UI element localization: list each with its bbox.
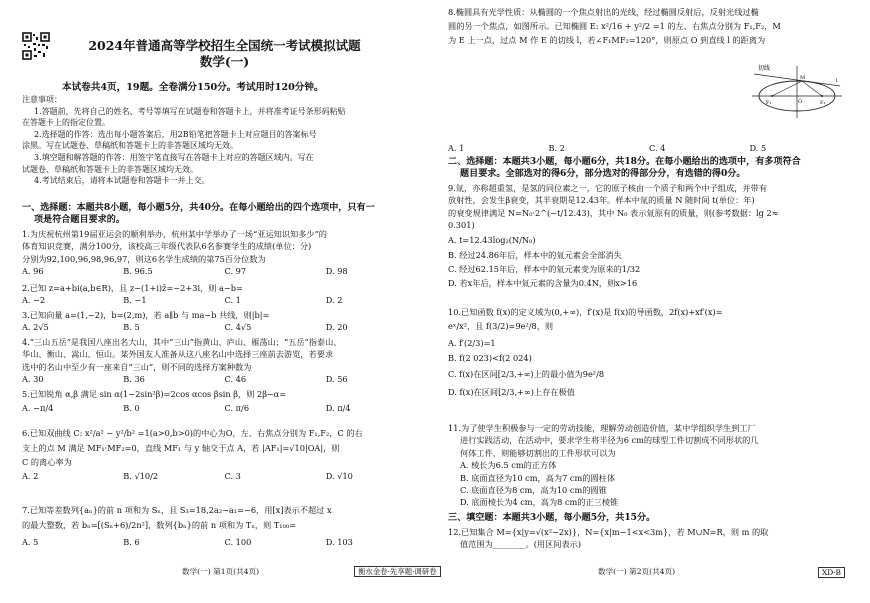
option: B. 6 <box>123 537 140 547</box>
note-line: 在答题卡上的指定位置。 <box>22 118 110 128</box>
question-text: 11.为了使学生积极参与一定的劳动技能，理解劳动创造价值，某中学组织学生到工厂 <box>448 423 756 433</box>
question-text: 9.氚，亦称超重氢，是氢的同位素之一，它的原子核由一个质子和两个中子组成，并带有 <box>448 183 767 193</box>
options <box>22 400 427 416</box>
question-text: 放射性，会发生β衰变，其半衰期是12.43年。样本中氚的质量 N 随时间 t(单位：年) <box>448 195 755 206</box>
question-text: 12.已知集合 M={x|y=√(x²−2x)}，N={x|m−1<x<3m}，若 M∪N=R，则 m 的取 <box>448 527 769 537</box>
option: C. 经过62.15年后，样本中的氚元素变为原来的1/32 <box>448 264 641 275</box>
question-1 <box>22 228 427 278</box>
section-heading: 三、填空题：本题共3小题，每小题5分，共15分。 <box>448 512 656 523</box>
option: C. 100 <box>224 537 252 547</box>
diagram-label: 切线 <box>758 65 771 72</box>
option: B. 5 <box>123 322 140 333</box>
notes-section <box>22 94 427 187</box>
options <box>22 533 427 551</box>
question-text: 圆的另一个焦点，如图所示。已知椭圆 E: x²/16 + y²/2 =1 的左、右焦点分别为 F₁,F₂，M <box>448 21 781 32</box>
question-text: 3.已知向量 a=(1,−2)，b=(2,m)，若 a∥b 与 ma−b 共线，则|b|= <box>22 310 270 320</box>
footer-code <box>818 568 845 577</box>
question-9 <box>448 182 850 289</box>
option: D. 5 <box>749 143 767 153</box>
footer-brand-box: 衡水金卷·先享题·调研卷 <box>354 566 441 577</box>
option: A. −π/4 <box>22 403 54 414</box>
option: B. 96.5 <box>123 266 153 277</box>
svg-text:M: M <box>800 75 806 81</box>
option: A. 1 <box>448 143 465 153</box>
page-footer: 数学(一) 第1页(共4页) <box>182 567 260 576</box>
option: B. √10/2 <box>123 471 159 482</box>
question-text: 为 E 上一点，过点 M 作 E 的切线 l，若∠F₁MF₂=120°，则原点 O 到直线 l 的距离为 <box>448 35 766 46</box>
options <box>22 321 427 333</box>
ellipse-diagram <box>748 60 846 122</box>
note-line: 涂黑。写在试题卷、草稿纸和答题卡上的非答题区域均无效。 <box>22 141 238 151</box>
question-5 <box>22 388 427 416</box>
option: A. 2√5 <box>22 322 49 333</box>
option: C. 3 <box>224 471 241 482</box>
note-line: 1.答题前，先将自己的姓名、考号等填写在试题卷和答题卡上，并将准考证号条形码粘贴 <box>34 106 346 116</box>
question-3 <box>22 309 427 334</box>
question-text: 4.“三山五岳”是我国八座出名大山，其中“三山”指黄山、庐山、雁荡山；“五岳”指泰山、 <box>22 337 342 347</box>
question-text: 2.已知 z=a+bi(a,b∈R)，且 z−(1+i)z̄=−2+3i，则 a−b= <box>22 283 243 293</box>
svg-text:F₁: F₁ <box>766 100 772 106</box>
option: A. f′(2/3)=1 <box>448 338 496 349</box>
question-text: 5.已知锐角 α,β 满足 sin α(1−2sin²β)=2cos αcos βsin β，则 2β−α= <box>22 389 287 399</box>
exam-info: 本试卷共4页，19题。全卷满分150分。考试用时120分钟。 <box>62 82 324 93</box>
options <box>22 468 427 484</box>
question-text: 8.椭圆具有光学性质：从椭圆的一个焦点射出的光线，经过椭圆反射后，反射光线过椭 <box>448 7 759 17</box>
option: B. f(2 023)<f(2 024) <box>448 353 532 364</box>
note-line: 2.选择题的作答：选出每小题答案后，用2B铅笔把答题卡上对应题目的答案标号 <box>34 129 317 139</box>
question-text: 华山、衡山、嵩山、恒山。某外国友人准备从这八座名山中选择三座前去游览，若要求 <box>22 349 334 360</box>
question-text: 0.301) <box>448 220 475 231</box>
question-text: 体育知识竞赛，满分100分，该校高三年级代表队6名参赛学生的成绩(单位：分) <box>22 241 312 252</box>
option: C. 4√5 <box>224 322 252 333</box>
question-7 <box>22 503 427 551</box>
section-heading: 项是符合题目要求的。 <box>34 214 125 225</box>
option: D. 2 <box>325 295 343 306</box>
option: A. 5 <box>22 537 39 547</box>
option: B. 经过24.86年后，样本中的氚元素会全部消失 <box>448 249 622 260</box>
option: D. f(x)在区间[2/3,+∞)上存在极值 <box>448 386 575 397</box>
option: B. 2 <box>548 143 565 153</box>
option: A. −2 <box>22 295 46 306</box>
question-text: 选中的名山中至少有一座来自“三山”，则不同的选择方案种数为 <box>22 361 252 372</box>
question-text: 的衰变规律满足 N=N₀·2^(−t/12.43)，其中 N₀ 表示氚原有的质量，则(参考数据：lg 2≈ <box>448 207 779 218</box>
question-6 <box>22 426 427 484</box>
option: D. 20 <box>325 322 348 333</box>
option: C. π/6 <box>224 403 250 414</box>
options <box>22 373 427 385</box>
option: A. 棱长为6.5 cm的正方体 <box>460 460 557 471</box>
option: D. √10 <box>325 471 353 482</box>
page-right <box>448 6 850 581</box>
question-text: C 的离心率为 <box>22 457 72 467</box>
exam-title: 2024年普通高等学校招生全国统一考试模拟试题 <box>88 38 361 53</box>
exam-subtitle: 数学(一) <box>199 54 250 69</box>
options <box>22 294 427 306</box>
option: C. 97 <box>224 266 247 277</box>
page-footer: 数学(一) 第2页(共4页) <box>598 567 676 576</box>
option: D. π/4 <box>325 403 351 414</box>
note-line: 试题卷、草稿纸和答题卡上的非答题区域均无效。 <box>22 164 198 174</box>
question-text: eˣ/x²，且 f(3/2)=9e²/8，则 <box>448 321 554 332</box>
question-text: 支上的点 M 满足 MF₁·MF₂=0，直线 MF₁ 与 y 轴交于点 A，若 |AF₁|=√10|OA|，则 <box>22 443 340 453</box>
section-heading: 二、选择题：本题共3小题，每小题6分，共18分。在每小题给出的选项中，有多项符合 <box>448 156 801 167</box>
question-10 <box>448 306 850 401</box>
option: A. 30 <box>22 374 44 385</box>
option: B. 0 <box>123 403 140 414</box>
option: C. 底面直径为8 cm，高为10 cm的圆锥 <box>460 485 607 496</box>
question-text: 分别为92,100,96,98,96,97，则这6名学生成绩的第75百分位数为 <box>22 253 266 264</box>
options <box>448 142 850 154</box>
option: D. 98 <box>325 266 348 277</box>
option: B. −1 <box>123 295 147 306</box>
option: B. 36 <box>123 374 145 385</box>
option: D. 56 <box>325 374 348 385</box>
section-heading: 一、选择题：本题共8小题，每小题5分，共40分。在每小题给出的四个选项中，只有一 <box>22 202 375 213</box>
question-text: 何体工件，则能够切割出的工件形状可以为 <box>460 447 616 458</box>
section-1 <box>22 202 427 226</box>
options <box>22 265 427 277</box>
question-8 <box>448 6 850 47</box>
question-4 <box>22 336 427 386</box>
notes-title: 注意事项： <box>22 95 62 104</box>
option: D. 底面棱长为4 cm，高为8 cm的正三棱锥 <box>460 497 619 508</box>
option: C. f(x)在区间[2/3,+∞)上的最小值为9e²/8 <box>448 368 605 379</box>
footer-brand <box>354 566 441 577</box>
question-8-options <box>448 142 850 154</box>
option: A. 2 <box>22 471 39 482</box>
question-text: 10.已知函数 f(x)的定义域为(0,+∞)，f′(x)是 f(x)的导函数，2f(x)+xf′(x)= <box>448 307 723 317</box>
question-11 <box>448 422 850 509</box>
page-left <box>22 6 437 581</box>
option: D. 若x年后，样本中氚元素的含量为0.4N，则x>16 <box>448 278 638 289</box>
note-line: 4.考试结束后，请将本试题卷和答题卡一并上交。 <box>34 176 210 186</box>
note-line: 3.填空题和解答题的作答：用签字笔直接写在答题卡上对应的答题区域内。写在 <box>34 152 314 162</box>
option: A. t=12.43log₂(N/N₀) <box>448 234 536 245</box>
svg-text:l: l <box>836 78 838 84</box>
footer-code-box: XD·B <box>818 567 845 578</box>
option: D. 103 <box>325 537 353 547</box>
option: C. 1 <box>224 295 241 306</box>
option: B. 底面直径为10 cm，高为7 cm的圆柱体 <box>460 472 616 483</box>
option: A. 96 <box>22 266 44 277</box>
question-2 <box>22 282 427 307</box>
question-12 <box>448 526 850 551</box>
svg-text:F₂: F₂ <box>820 100 826 106</box>
question-text: 6.已知双曲线 C: x²/a² − y²/b² =1(a>0,b>0)的中心为O，左、右焦点分别为 F₁,F₂，C 的右 <box>22 428 363 438</box>
option: C. 46 <box>224 374 247 385</box>
question-text: 1.为庆祝杭州第19届亚运会的顺利举办，杭州某中学举办了一场“亚运知识知多少”的 <box>22 229 327 239</box>
section-3 <box>448 512 850 524</box>
option: C. 4 <box>649 143 666 153</box>
svg-text:O: O <box>798 99 803 105</box>
section-heading: 题目要求。全部选对的得6分，部分选对的得部分分，有选错的得0分。 <box>460 168 746 179</box>
question-text: 7.已知等差数列{aₙ}的前 n 项和为 Sₙ，且 S₃=18,2a₂−a₁=−6，用[x]表示不超过 x <box>22 505 332 515</box>
question-text: 的最大整数，若 bₙ=[(Sₙ+6)/2n²]，数列{bₙ}的前 n 项和为 Tₙ，则 T₁₀₀= <box>22 520 297 530</box>
section-2 <box>448 156 850 180</box>
question-text: 进行实践活动，在活动中，要求学生将半径为6 cm的球型工件切割成不同形状的几 <box>460 435 759 446</box>
question-text: 值范围为________。(用区间表示) <box>460 539 582 550</box>
